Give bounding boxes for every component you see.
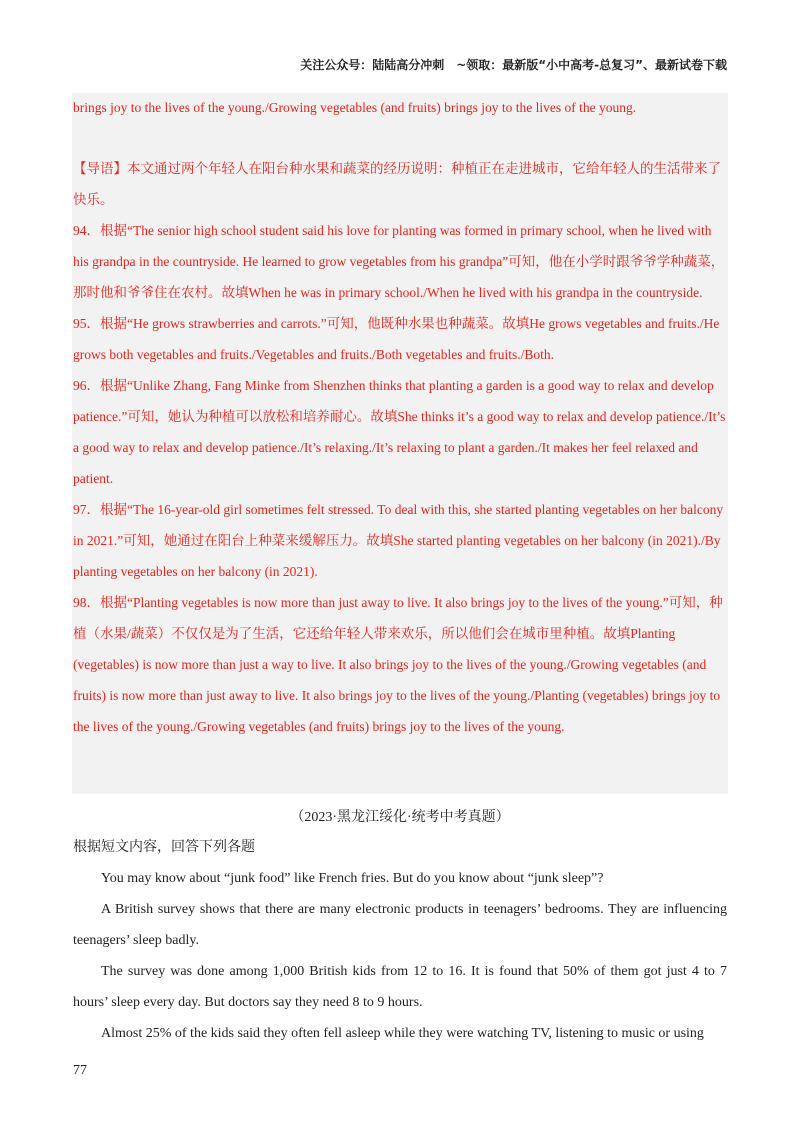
passage-paragraph-2: A British survey shows that there are many electronic products in teenagers’ bedrooms. They are influencing teenagers’ sleep badly. [73, 902, 727, 948]
answer-95: 95．根据“He grows strawberries and carrots.”可知，他既种水果也种蔬菜。故填He grows vegetables and fruits./He grows both vegetables and fruits./Vegetables and fruits./Both vegetables and fruits./Both. [73, 316, 720, 362]
page-number: 77 [73, 1063, 87, 1078]
question-source: （2023·黑龙江绥化·统考中考真题） [290, 810, 510, 825]
answer-97: 97．根据“The 16-year-old girl sometimes felt stressed. To deal with this, she started planting vegetables on her balcony in 2021.”可知，她通过在阳台上种菜来缓解压力。故填She started planting vegetables on her balcony (in 2021)./By planting vegetables on her balcony (in 2021). [73, 502, 724, 579]
passage-paragraph-4: Almost 25% of the kids said they often fell asleep while they were watching TV, listening to music or using [101, 1026, 704, 1041]
answer-list [73, 153, 727, 742]
guide-paragraph: 【导语】本文通过两个年轻人在阳台种水果和蔬菜的经历说明：种植正在走进城市，它给年轻人的生活带来了快乐。 [73, 161, 721, 207]
answer-94: 94．根据“The senior high school student said his love for planting was formed in primary school, when he lived with his grandpa in the countryside. He learned to grow vegetables from his grandpa”可知，他在小学时跟爷爷学种蔬菜，那时他和爷爷住在农村。故填When he was in primary school./When he lived with his grandpa in the countryside. [73, 223, 725, 300]
passage-instruction: 根据短文内容，回答下列各题 [73, 840, 255, 855]
answer-prev-tail [73, 92, 727, 123]
passage-paragraph-3: The survey was done among 1,000 British kids from 12 to 16. It is found that 50% of them got just 4 to 7 hours’ sleep every day. But doctors say they need 8 to 9 hours. [73, 964, 727, 1010]
answer-96: 96．根据“Unlike Zhang, Fang Minke from Shenzhen thinks that planting a garden is a good way to relax and develop patience.”可知，她认为种植可以放松和培养耐心。故填She thinks it’s a good way to relax and develop patience./It’s a good way to relax and develop patience./It’s relaxing./It’s relaxing to plant a garden./It makes her feel relaxed and patient. [73, 378, 726, 486]
answer-98: 98．根据“Planting vegetables is now more than just away to live. It also brings joy to the lives of the young.”可知，种植（水果/蔬菜）不仅仅是为了生活，它还给年轻人带来欢乐，所以他们会在城市里种植。故填Planting (vegetables) is now more than just a way to live. It also brings joy to the lives of the young./Growing vegetables (and fruits) is now more than just away to live. It also brings joy to the lives of the young./Planting (vegetables) brings joy to the lives of the young./Growing vegetables (and fruits) brings joy to the lives of the young. [73, 595, 723, 734]
prev-answer-tail-text: brings joy to the lives of the young./Growing vegetables (and fruits) brings joy to the lives of the young. [73, 100, 637, 115]
page-header: 关注公众号：陆陆高分冲刺 ~领取：最新版“小中高考-总复习”、最新试卷下载 [300, 58, 727, 72]
passage-paragraph-1: You may know about “junk food” like French fries. But do you know about “junk sleep”? [101, 871, 604, 886]
reading-passage [73, 832, 727, 1049]
